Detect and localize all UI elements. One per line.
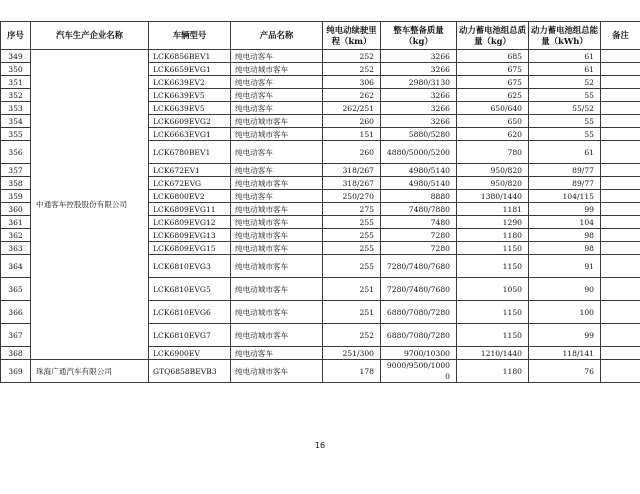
header-model: 车辆型号: [149, 22, 231, 50]
curb-mass: 3266: [381, 89, 457, 102]
curb-mass: 2980/3130: [381, 76, 457, 89]
product-name: 纯电动城市客车: [231, 216, 323, 229]
curb-mass: 3266: [381, 115, 457, 128]
vehicle-model: LCK6810EVG7: [149, 324, 231, 347]
row-number: 354: [1, 115, 31, 128]
remarks-cell: [601, 63, 640, 76]
row-number: 363: [1, 242, 31, 255]
row-number: 350: [1, 63, 31, 76]
remarks-cell: [601, 102, 640, 115]
vehicle-model: LCK6639EV5: [149, 89, 231, 102]
table-row: [1, 50, 640, 63]
battery-energy: 61: [529, 50, 601, 63]
product-name: 纯电动客车: [231, 347, 323, 360]
vehicle-model: LCK6609EVG2: [149, 115, 231, 128]
remarks-cell: [601, 229, 640, 242]
remarks-cell: [601, 255, 640, 278]
range-km: 318/267: [323, 164, 381, 177]
product-name: 纯电动城市客车: [231, 115, 323, 128]
curb-mass: 7480: [381, 216, 457, 229]
product-name: 纯电动客车: [231, 50, 323, 63]
product-name: 纯电动城市客车: [231, 301, 323, 324]
battery-energy: 98: [529, 242, 601, 255]
battery-mass: 780: [457, 141, 529, 164]
remarks-cell: [601, 164, 640, 177]
battery-energy: 91: [529, 255, 601, 278]
range-km: 250/270: [323, 190, 381, 203]
row-number: 368: [1, 347, 31, 360]
range-km: 252: [323, 324, 381, 347]
product-name: 纯电动城市客车: [231, 360, 323, 383]
row-number: 362: [1, 229, 31, 242]
row-number: 351: [1, 76, 31, 89]
vehicle-model: LCK6639EV2: [149, 76, 231, 89]
battery-mass: 1210/1440: [457, 347, 529, 360]
curb-mass: 4980/5140: [381, 177, 457, 190]
curb-mass: 8880: [381, 190, 457, 203]
battery-mass: 1150: [457, 255, 529, 278]
header-mass: 整车整备质量（kg）: [381, 22, 457, 50]
range-km: 252: [323, 63, 381, 76]
battery-energy: 55: [529, 115, 601, 128]
manufacturer-name: 中通客车控股股份有限公司: [31, 50, 149, 360]
range-km: 151: [323, 128, 381, 141]
battery-energy: 61: [529, 63, 601, 76]
vehicle-model: LCK6809EVG15: [149, 242, 231, 255]
battery-mass: 1180: [457, 229, 529, 242]
curb-mass: 4880/5000/5200: [381, 141, 457, 164]
battery-mass: 650: [457, 115, 529, 128]
battery-mass: 675: [457, 63, 529, 76]
battery-mass: 685: [457, 50, 529, 63]
range-km: 306: [323, 76, 381, 89]
row-number: 364: [1, 255, 31, 278]
product-name: 纯电动客车: [231, 89, 323, 102]
battery-energy: 98: [529, 229, 601, 242]
battery-energy: 55: [529, 128, 601, 141]
curb-mass: 9000/9500/10000: [381, 360, 457, 383]
product-name: 纯电动客车: [231, 164, 323, 177]
product-name: 纯电动城市客车: [231, 229, 323, 242]
product-name: 纯电动客车: [231, 141, 323, 164]
curb-mass: 7280: [381, 229, 457, 242]
header-remarks: 备注: [601, 22, 640, 50]
curb-mass: 3266: [381, 50, 457, 63]
remarks-cell: [601, 76, 640, 89]
remarks-cell: [601, 347, 640, 360]
vehicle-model: LCK6810EVG3: [149, 255, 231, 278]
battery-energy: 55: [529, 89, 601, 102]
battery-mass: 620: [457, 128, 529, 141]
row-number: 358: [1, 177, 31, 190]
vehicle-model: LCK6856BEV1: [149, 50, 231, 63]
battery-energy: 89/77: [529, 177, 601, 190]
battery-mass: 1380/1440: [457, 190, 529, 203]
vehicle-model: GTQ6858BEVB3: [149, 360, 231, 383]
row-number: 360: [1, 203, 31, 216]
battery-mass: 1181: [457, 203, 529, 216]
range-km: 262/251: [323, 102, 381, 115]
range-km: 255: [323, 229, 381, 242]
curb-mass: 3266: [381, 63, 457, 76]
range-km: 255: [323, 242, 381, 255]
remarks-cell: [601, 360, 640, 383]
vehicle-model: LCK6810EVG5: [149, 278, 231, 301]
battery-energy: 52: [529, 76, 601, 89]
product-name: 纯电动客车: [231, 102, 323, 115]
battery-mass: 675: [457, 76, 529, 89]
header-product: 产品名称: [231, 22, 323, 50]
remarks-cell: [601, 177, 640, 190]
battery-mass: 1150: [457, 242, 529, 255]
range-km: 275: [323, 203, 381, 216]
remarks-cell: [601, 242, 640, 255]
battery-energy: 61: [529, 141, 601, 164]
table-body: [1, 50, 640, 383]
vehicle-model: LCK6809EVG13: [149, 229, 231, 242]
range-km: 251: [323, 301, 381, 324]
row-number: 353: [1, 102, 31, 115]
row-number: 361: [1, 216, 31, 229]
page-number: 16: [314, 441, 326, 450]
header-range: 纯电动续驶里程（km）: [323, 22, 381, 50]
curb-mass: 9700/10300: [381, 347, 457, 360]
row-number: 349: [1, 50, 31, 63]
battery-energy: 99: [529, 324, 601, 347]
range-km: 255: [323, 216, 381, 229]
row-number: 359: [1, 190, 31, 203]
product-name: 纯电动城市客车: [231, 63, 323, 76]
vehicle-model: LCK6809EVG12: [149, 216, 231, 229]
product-name: 纯电动城市客车: [231, 242, 323, 255]
battery-mass: 1150: [457, 324, 529, 347]
curb-mass: 6880/7080/7280: [381, 301, 457, 324]
product-name: 纯电动城市客车: [231, 128, 323, 141]
curb-mass: 7480/7880: [381, 203, 457, 216]
row-number: 357: [1, 164, 31, 177]
vehicle-model: LCK6900EV: [149, 347, 231, 360]
battery-energy: 99: [529, 203, 601, 216]
range-km: 251: [323, 278, 381, 301]
battery-energy: 118/141: [529, 347, 601, 360]
battery-energy: 104: [529, 216, 601, 229]
manufacturer-name: 珠海广通汽车有限公司: [31, 360, 149, 383]
vehicle-model: LCK6780BEV1: [149, 141, 231, 164]
battery-energy: 104/115: [529, 190, 601, 203]
table-row: [1, 360, 640, 383]
curb-mass: 7280: [381, 242, 457, 255]
vehicle-model: LCK6800EV2: [149, 190, 231, 203]
vehicle-model: LCK6809EVG11: [149, 203, 231, 216]
vehicle-model: LCK6810EVG6: [149, 301, 231, 324]
vehicle-model: LCK6663EVG1: [149, 128, 231, 141]
range-km: 255: [323, 255, 381, 278]
product-name: 纯电动城市客车: [231, 177, 323, 190]
curb-mass: 7280/7480/7680: [381, 255, 457, 278]
row-number: 352: [1, 89, 31, 102]
remarks-cell: [601, 128, 640, 141]
battery-mass: 650/640: [457, 102, 529, 115]
remarks-cell: [601, 50, 640, 63]
row-number: 369: [1, 360, 31, 383]
range-km: 251/300: [323, 347, 381, 360]
curb-mass: 4980/5140: [381, 164, 457, 177]
product-name: 纯电动城市客车: [231, 278, 323, 301]
range-km: 260: [323, 141, 381, 164]
vehicle-model: LCK6659EVG1: [149, 63, 231, 76]
remarks-cell: [601, 301, 640, 324]
remarks-cell: [601, 216, 640, 229]
product-name: 纯电动城市客车: [231, 255, 323, 278]
battery-energy: 76: [529, 360, 601, 383]
battery-energy: 55/52: [529, 102, 601, 115]
vehicle-spec-table: [0, 21, 640, 383]
remarks-cell: [601, 203, 640, 216]
remarks-cell: [601, 190, 640, 203]
product-name: 纯电动客车: [231, 76, 323, 89]
vehicle-model: LCK672EV1: [149, 164, 231, 177]
battery-mass: 1180: [457, 360, 529, 383]
battery-mass: 1150: [457, 301, 529, 324]
battery-mass: 950/820: [457, 164, 529, 177]
vehicle-model: LCK672EVG: [149, 177, 231, 190]
curb-mass: 3266: [381, 102, 457, 115]
product-name: 纯电动城市客车: [231, 203, 323, 216]
remarks-cell: [601, 324, 640, 347]
header-battery-energy: 动力蓄电池组总能量（kWh）: [529, 22, 601, 50]
row-number: 367: [1, 324, 31, 347]
battery-mass: 625: [457, 89, 529, 102]
curb-mass: 7280/7480/7680: [381, 278, 457, 301]
row-number: 365: [1, 278, 31, 301]
range-km: 318/267: [323, 177, 381, 190]
row-number: 366: [1, 301, 31, 324]
battery-mass: 950/820: [457, 177, 529, 190]
header-manufacturer: 汽车生产企业名称: [31, 22, 149, 50]
row-number: 356: [1, 141, 31, 164]
row-number: 355: [1, 128, 31, 141]
vehicle-model: LCK6639EV5: [149, 102, 231, 115]
battery-energy: 89/77: [529, 164, 601, 177]
remarks-cell: [601, 141, 640, 164]
range-km: 262: [323, 89, 381, 102]
curb-mass: 5880/5280: [381, 128, 457, 141]
table-header-row: [1, 22, 640, 50]
remarks-cell: [601, 89, 640, 102]
battery-mass: 1290: [457, 216, 529, 229]
remarks-cell: [601, 115, 640, 128]
curb-mass: 6880/7080/7280: [381, 324, 457, 347]
battery-mass: 1050: [457, 278, 529, 301]
header-no: 序号: [1, 22, 31, 50]
battery-energy: 100: [529, 301, 601, 324]
header-battery-mass: 动力蓄电池组总质量（kg）: [457, 22, 529, 50]
battery-energy: 90: [529, 278, 601, 301]
range-km: 252: [323, 50, 381, 63]
remarks-cell: [601, 278, 640, 301]
product-name: 纯电动城市客车: [231, 324, 323, 347]
range-km: 260: [323, 115, 381, 128]
range-km: 178: [323, 360, 381, 383]
product-name: 纯电动客车: [231, 190, 323, 203]
